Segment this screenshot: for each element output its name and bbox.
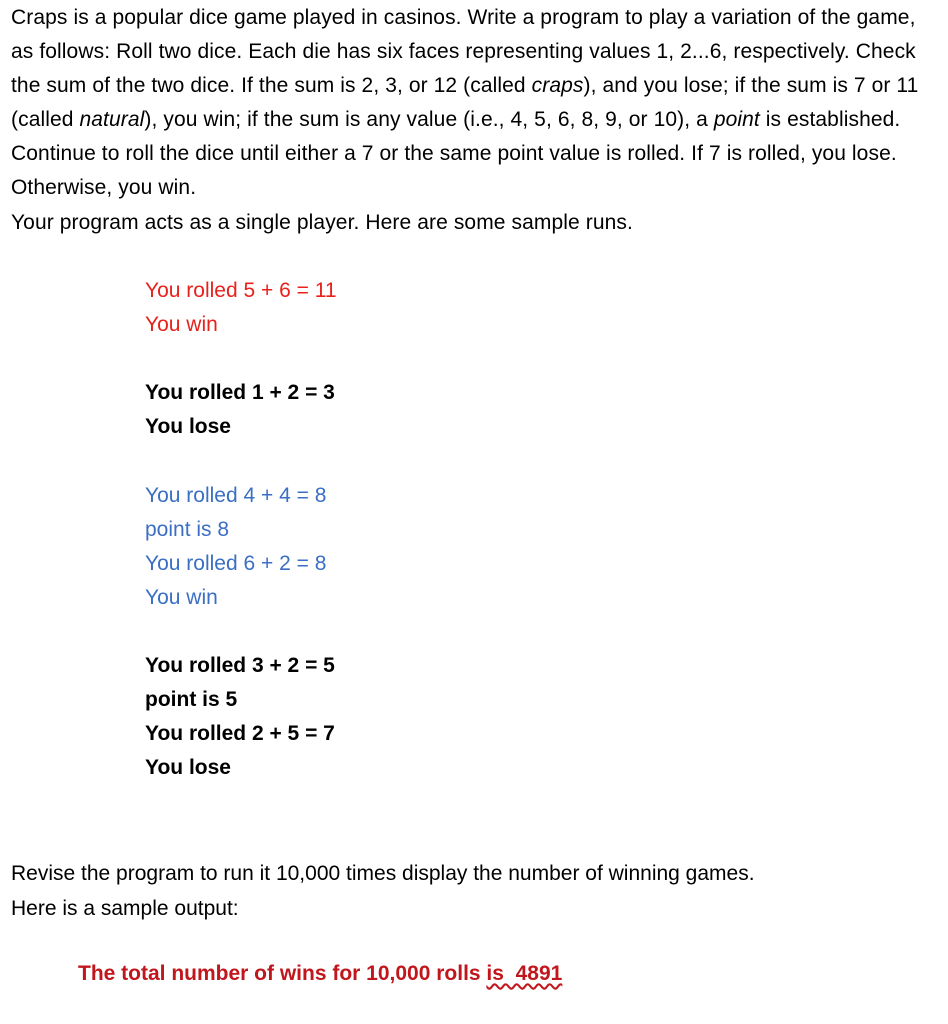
problem-statement (11, 0, 936, 240)
sample-line: You win (145, 313, 218, 336)
intro-text-1: Craps is a popular dice game played in casinos. Write a program to play a variation of the game, as follows: Roll two dice. Each die has six faces representing values 1, 2...6, respectively. Check the sum of the two dice. If the sum is 2, 3, or 12 (called (11, 6, 916, 97)
intro-paragraph (11, 0, 936, 205)
sample-line: You lose (145, 415, 231, 438)
natural-term: natural (79, 108, 145, 131)
intro-text-3: ), you win; if the sum is any value (i.e., 4, 5, 6, 8, 9, or 10), a (144, 108, 714, 131)
sample-output (78, 957, 562, 991)
sample-line: You rolled 6 + 2 = 8 (145, 552, 327, 575)
sample-line: You rolled 2 + 5 = 7 (145, 722, 335, 745)
sample-runs-intro: Your program acts as a single player. Here are some sample runs. (11, 211, 633, 234)
sample-line: You rolled 5 + 6 = 11 (145, 279, 337, 302)
revise-instructions (11, 856, 936, 926)
spellcheck-flagged-text: is 4891 (486, 962, 563, 985)
sample-line: You rolled 4 + 4 = 8 (145, 484, 327, 507)
sample-line: You rolled 1 + 2 = 3 (145, 381, 335, 404)
sample-line: point is 8 (145, 518, 230, 541)
sample-line: You rolled 3 + 2 = 5 (145, 654, 335, 677)
revise-line-2: Here is a sample output: (11, 897, 239, 920)
sample-run-3 (145, 479, 326, 615)
sample-run-4 (145, 649, 335, 785)
sample-line: You lose (145, 756, 231, 779)
sample-run-1 (145, 274, 337, 342)
intro-text-4: is established. Continue to roll the dice until either a 7 or the same point value is rolled. If 7 is rolled, you lose. Otherwise, you win. (11, 108, 901, 199)
sample-line: You win (145, 586, 218, 609)
intro-text-2: ), and you lose; if the sum is 7 or 11 (called (11, 74, 919, 131)
sample-output-prefix: The total number of wins for 10,000 rolls (78, 962, 487, 985)
craps-term: craps (531, 74, 584, 97)
point-term: point (713, 108, 760, 131)
revise-line-1: Revise the program to run it 10,000 times display the number of winning games. (11, 862, 755, 885)
sample-line: point is 5 (145, 688, 238, 711)
sample-run-2 (145, 376, 335, 444)
